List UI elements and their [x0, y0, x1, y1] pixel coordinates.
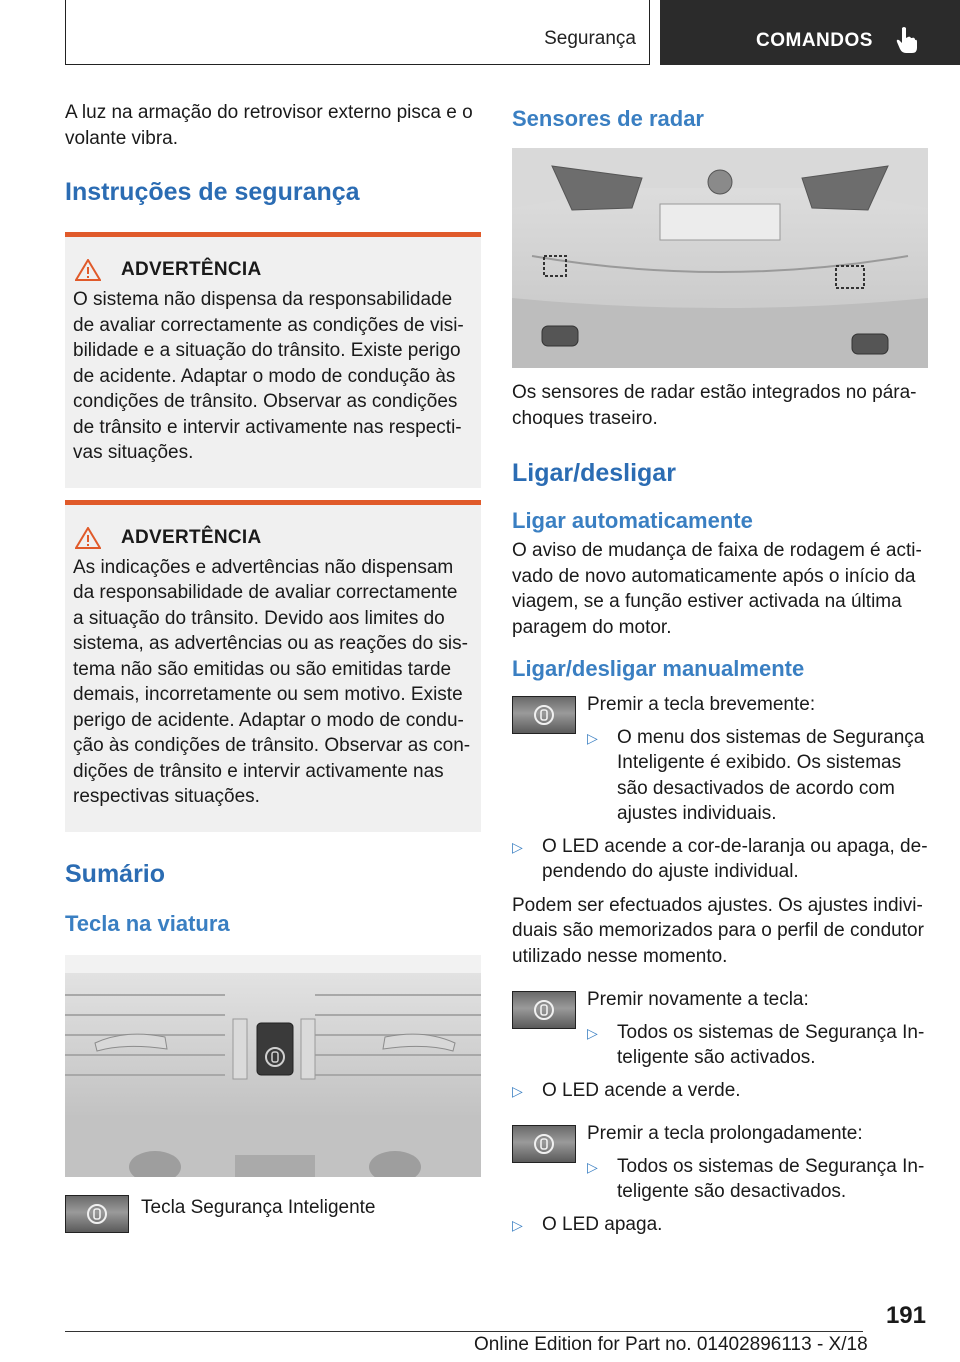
triangle-bullet-icon: ▷	[587, 1158, 598, 1175]
overview-heading: Sumário	[65, 859, 166, 888]
triangle-bullet-icon: ▷	[512, 838, 523, 855]
led-text: O LED apaga.	[542, 1213, 663, 1235]
warning-triangle-icon	[75, 259, 101, 281]
header-chapter-title: COMANDOS	[756, 30, 873, 51]
step-detail: Todos os sistemas de Segurança Inteligente são activados.	[617, 1021, 925, 1068]
dashboard-button-photo	[65, 955, 481, 1177]
radar-caption: Os sensores de radar estão integrados no pára-choques traseiro.	[512, 382, 917, 429]
assist-button-glyph-icon	[533, 1133, 555, 1155]
safety-heading: Instruções de segurança	[65, 178, 360, 206]
safety-button-icon	[65, 1195, 129, 1233]
intro-text: A luz na armação do retrovisor externo pisca e o volante vibra.	[65, 102, 473, 149]
triangle-bullet-icon: ▷	[587, 1024, 598, 1041]
warning-title: ADVERTÊNCIA	[121, 526, 262, 548]
triangle-bullet-icon: ▷	[512, 1216, 523, 1233]
step-1-led	[512, 834, 928, 885]
warning-box-2	[65, 500, 481, 832]
step-1	[512, 692, 928, 827]
step-label: Premir a tecla brevemente:	[587, 694, 816, 715]
header-section-title: Segurança	[544, 28, 636, 49]
warning-triangle-icon	[75, 527, 101, 549]
radar-sensors-photo	[512, 148, 928, 368]
settings-text: Podem ser efectuados ajustes. Os ajustes individuais são memorizados para o perfil de condutor utilizado nesse momento.	[512, 894, 924, 967]
auto-heading: Ligar automaticamente	[512, 508, 753, 533]
onoff-heading: Ligar/desligar	[512, 459, 676, 487]
led-text: O LED acende a verde.	[542, 1079, 741, 1101]
assist-button-glyph-icon	[533, 704, 555, 726]
triangle-bullet-icon: ▷	[587, 729, 598, 746]
pointing-hand-icon	[896, 26, 918, 54]
footer-divider	[65, 1331, 863, 1332]
button-heading: Tecla na viatura	[65, 910, 230, 936]
assist-button-glyph-icon	[533, 999, 555, 1021]
car-rear-illustration	[512, 148, 928, 368]
warning-box-1	[65, 232, 481, 488]
right-column	[512, 100, 928, 1237]
radar-heading: Sensores de radar	[512, 106, 704, 131]
safety-button-icon	[512, 1125, 576, 1163]
warning-text: As indicações e advertências não dispensam da responsabilidade de avaliar correctamente a situação do trânsito. Devido aos limites do sistema, as advertências ou as reações do sistema não são emitidas ou são emitidas tarde demais, incorretamente ou sem motivo. Existe perigo de acidente. Adaptar o modo de condução às condições de trânsito. Observar as condições de trânsito e intervir activamente nas respectivas situações.	[73, 556, 471, 807]
auto-text: O aviso de mudança de faixa de rodagem é activado de novo automaticamente após o início da viagem, se a função estiver activada na última paragem do motor.	[512, 540, 922, 638]
warning-text: O sistema não dispensa da responsabilidade de avaliar correctamente as condições de visibilidade e a situação do trânsito. Existe perigo de acidente. Adaptar o modo de condução às condições de trânsito. Observar as condições de trânsito e intervir activamente nas respectivas situações.	[73, 289, 464, 463]
step-detail: Todos os sistemas de Segurança Inteligente são desactivados.	[617, 1155, 925, 1202]
step-2	[512, 987, 928, 1071]
button-caption: Tecla Segurança Inteligente	[141, 1196, 376, 1218]
dashboard-illustration	[65, 955, 481, 1177]
step-2-led	[512, 1078, 928, 1104]
safety-button-icon	[512, 696, 576, 734]
step-3-led	[512, 1212, 928, 1238]
warning-title: ADVERTÊNCIA	[121, 259, 262, 280]
step-label: Premir a tecla prolongadamente:	[587, 1123, 863, 1144]
step-label: Premir novamente a tecla:	[587, 989, 809, 1010]
page-number: 191	[885, 1302, 926, 1329]
safety-button-icon	[512, 991, 576, 1029]
step-detail: O menu dos sistemas de Segurança Inteligente é exibido. Os sistemas são desactivados de acordo com ajustes individuais.	[617, 726, 925, 824]
assist-button-glyph-icon	[86, 1203, 108, 1225]
left-column	[65, 100, 481, 1233]
footer-edition: Online Edition for Part no. 01402896113 - X/18	[474, 1334, 868, 1355]
led-text: O LED acende a cor-de-laranja ou apaga, dependendo do ajuste individual.	[542, 835, 928, 882]
manual-heading: Ligar/desligar manualmente	[512, 656, 805, 681]
step-3	[512, 1121, 928, 1205]
triangle-bullet-icon: ▷	[512, 1082, 523, 1099]
